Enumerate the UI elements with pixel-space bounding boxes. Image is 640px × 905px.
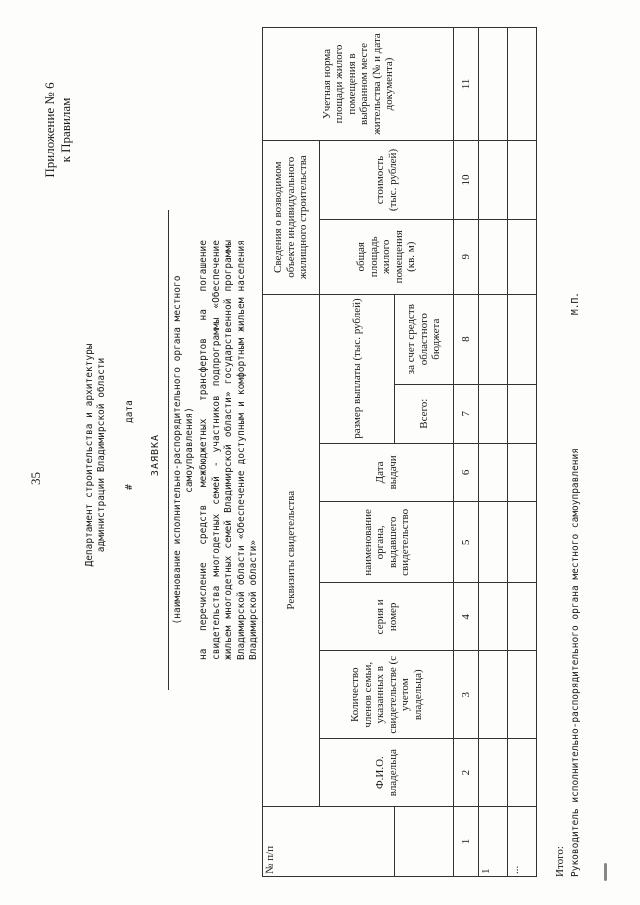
header-payment-amount: размер выплаты (тыс. рублей): [320, 294, 395, 443]
header-cost: стоимость (тыс. рублей): [320, 140, 454, 219]
table-cell: [479, 739, 508, 807]
column-number: 11: [454, 28, 479, 141]
appendix-header: [42, 45, 74, 215]
table-row: [479, 28, 508, 877]
document-title: ЗАЯВКА: [150, 433, 161, 477]
row-number: ...: [508, 807, 537, 877]
table-cell: [508, 739, 537, 807]
fill-in-line: [168, 210, 169, 690]
table-cell: [479, 502, 508, 583]
column-number: 10: [454, 140, 479, 219]
organ-caption: [172, 210, 196, 690]
header-payment-total: Всего:: [395, 384, 454, 443]
header-construction-object: Сведения о возводимом объекте индивидуального жилищного строительства: [263, 140, 320, 294]
table-cell: [508, 443, 537, 502]
total-label: Итого:: [554, 846, 566, 877]
department-line1: Департамент строительства и архитектуры: [84, 343, 95, 567]
column-number: 8: [454, 294, 479, 384]
date-label: дата: [124, 400, 135, 423]
table-cell: [508, 384, 537, 443]
column-number: 3: [454, 651, 479, 739]
table-cell: [508, 140, 537, 219]
header-issuing-authority: наименование органа, выдавшего свидетельство: [320, 502, 454, 583]
column-number: 4: [454, 583, 479, 651]
table-cell: [508, 583, 537, 651]
column-number-row: [454, 28, 479, 877]
seal-place: М.П.: [570, 292, 581, 315]
table-row: [508, 28, 537, 877]
table-cell: [508, 220, 537, 295]
table-cell: [479, 651, 508, 739]
header-owner-name: Ф.И.О. владельца: [320, 739, 454, 807]
header-series-number: серия и номер: [320, 583, 454, 651]
header-family-members: Количество членов семьи, указанных в свидетельстве (с учетом владельца): [320, 651, 454, 739]
table-cell: [479, 220, 508, 295]
column-number: 2: [454, 739, 479, 807]
header-payment-regional: за счет средств областного бюджета: [395, 294, 454, 384]
number-sign: #: [124, 484, 135, 490]
column-number: 7: [454, 384, 479, 443]
row-number: 1: [479, 807, 508, 877]
header-empty-cell: [395, 807, 454, 877]
header-accounting-norm: Учетная норма площади жилого помещения в выбранном месте жительства (№ и дата документа): [263, 28, 454, 141]
table-cell: [479, 294, 508, 384]
header-total-area: общая площадь жилого помещения (кв. м): [320, 220, 454, 295]
page-number: 35: [28, 472, 43, 485]
table-cell: [508, 28, 537, 141]
signature-line: Руководитель исполнительно-распорядительного органа местного самоуправления: [570, 448, 581, 877]
header-row-number: № п/п: [263, 807, 395, 877]
department-address: [84, 225, 108, 685]
column-number: 6: [454, 443, 479, 502]
column-number: 9: [454, 220, 479, 295]
table-cell: [508, 502, 537, 583]
table-cell: [479, 443, 508, 502]
request-purpose-text: на перечисление средств межбюджетных трансфертов на погашение свидетельства многодетных семей - участников подпрограммы «Обеспечение жильем многодетных семей Владимирской области» государственной программы Владимирской области «Обеспечение доступным и комфортным жильем населения Владимирской области»: [198, 240, 259, 660]
table-cell: [508, 651, 537, 739]
header-issue-date: Дата выдачи: [320, 443, 454, 502]
department-line2: администрации Владимирской области: [96, 357, 107, 553]
header-certificate-requisites: Реквизиты свидетельства: [263, 294, 320, 806]
table-cell: [479, 583, 508, 651]
organ-caption-line2: самоуправления): [184, 407, 195, 493]
request-table: [262, 27, 537, 877]
appendix-line1: Приложение № 6: [42, 82, 57, 178]
organ-caption-line1: (наименование исполнительно-распорядительного органа местного: [172, 275, 183, 625]
column-number: 1: [454, 807, 479, 877]
appendix-line2: к Правилам: [58, 97, 73, 163]
table-cell: [508, 294, 537, 384]
table-cell: [479, 384, 508, 443]
table-cell: [479, 140, 508, 219]
table-cell: [479, 28, 508, 141]
scan-speck: [604, 863, 607, 881]
column-number: 5: [454, 502, 479, 583]
